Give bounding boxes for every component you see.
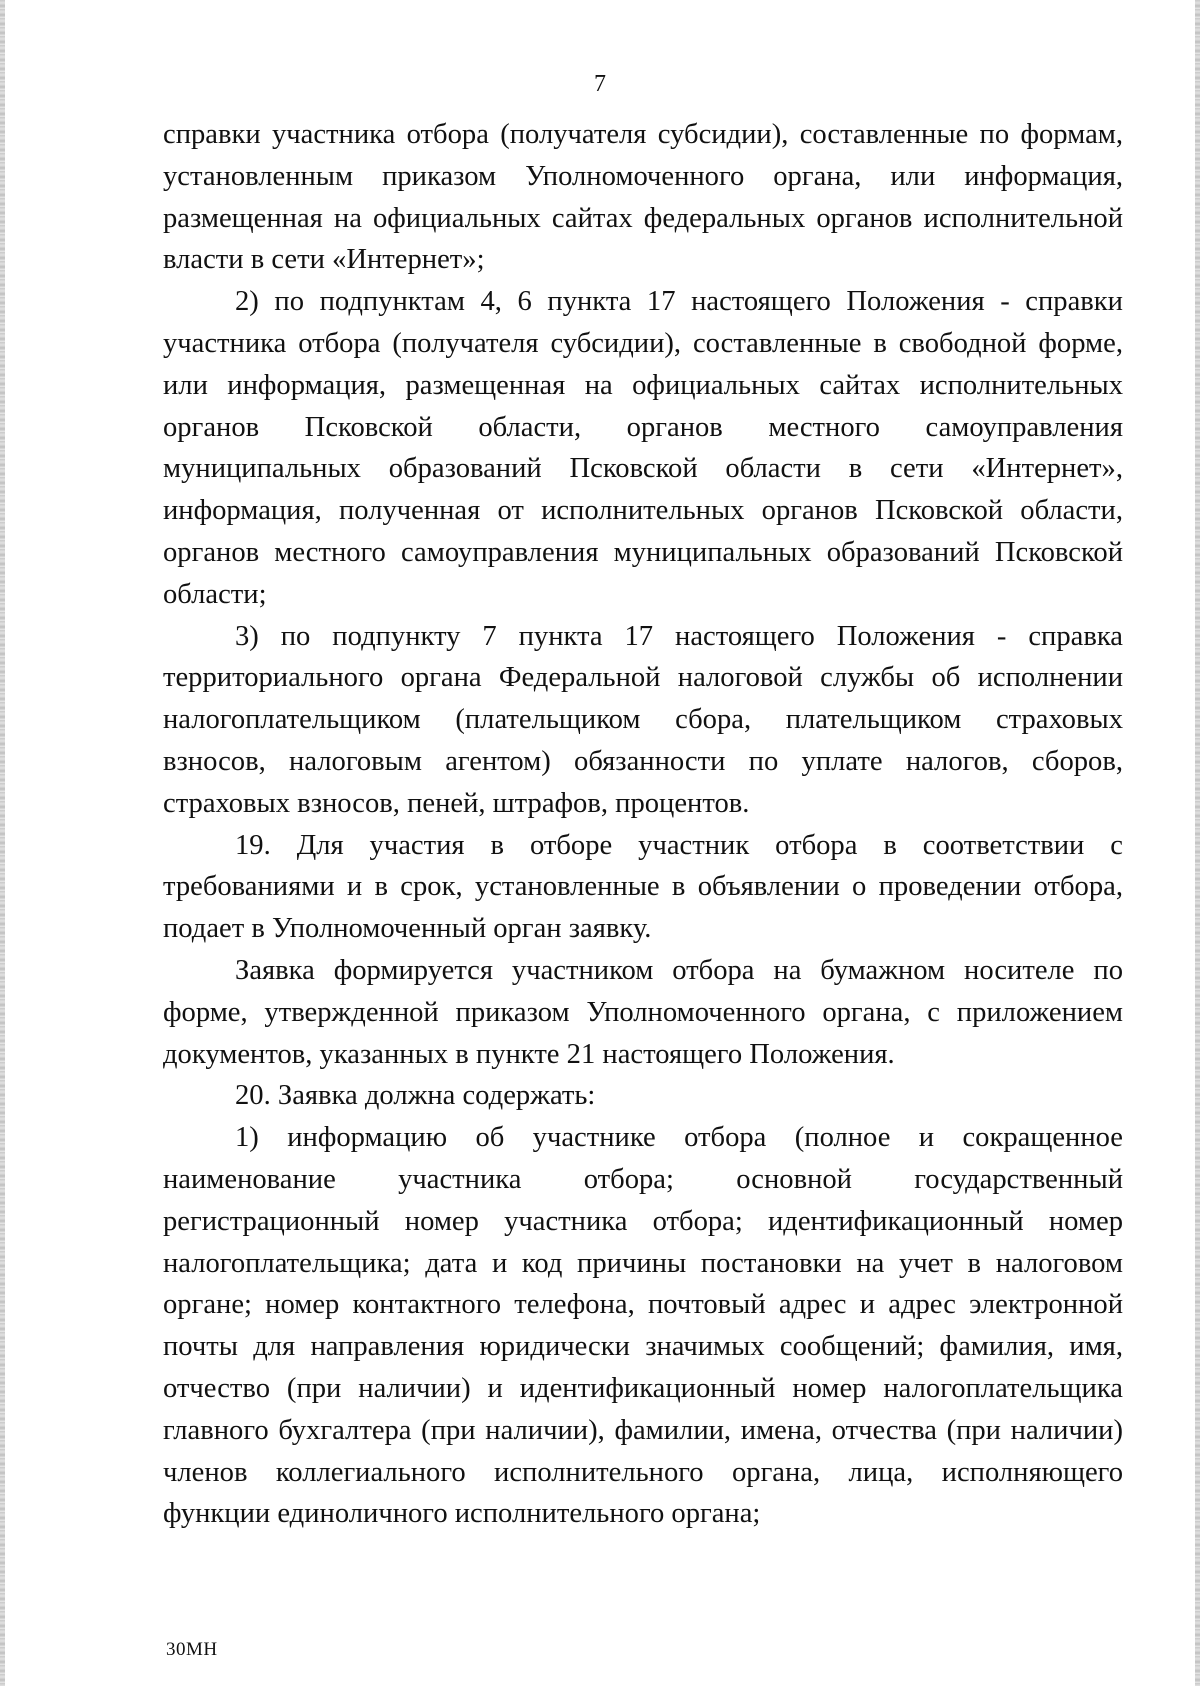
scan-edge-right	[1195, 0, 1200, 1686]
paragraph-5: Заявка формируется участником отбора на бумажном носителе по форме, утвержденной приказом Уполномоченного органа, с приложением документов, указанных в пункте 21 настоящего Положения.	[163, 954, 1123, 1070]
paragraph-1: справки участника отбора (получателя субсидии), составленные по формам, установленным приказом Уполномоченного органа, или информация, размещенная на официальных сайтах федеральных органов исполнительной власти в сети «Интернет»;	[163, 119, 1123, 276]
page-number: 7	[594, 71, 606, 97]
paragraph-4: 19. Для участия в отборе участник отбора в соответствии с требованиями и в срок, установленные в объявлении о проведении отбора, подает в Уполномоченный орган заявку.	[163, 829, 1123, 945]
document-body	[163, 114, 1123, 1535]
scan-edge-left	[0, 0, 5, 1686]
paragraph-2: 2) по подпунктам 4, 6 пункта 17 настоящего Положения - справки участника отбора (получателя субсидии), составленные в свободной форме, или информация, размещенная на официальных сайтах исполнительных органов Псковской области, органов местного самоуправления муниципальных образований Псковской области в сети «Интернет», информация, полученная от исполнительных органов Псковской области, органов местного самоуправления муниципальных образований Псковской области;	[163, 286, 1123, 610]
paragraph-6: 20. Заявка должна содержать:	[235, 1080, 596, 1112]
paragraph-3: 3) по подпункту 7 пункта 17 настоящего Положения - справка территориального органа Федеральной налоговой службы об исполнении налогоплательщиком (плательщиком сбора, плательщиком страховых взносов, налоговым агентом) обязанности по уплате налогов, сборов, страховых взносов, пеней, штрафов, процентов.	[163, 620, 1123, 819]
footer-code: 30МН	[166, 1639, 218, 1660]
paragraph-7: 1) информацию об участнике отбора (полное и сокращенное наименование участника отбора; основной государственный регистрационный номер участника отбора; идентификационный номер налогоплательщика; дата и код причины постановки на учет в налоговом органе; номер контактного телефона, почтовый адрес и адрес электронной почты для направления юридически значимых сообщений; фамилия, имя, отчество (при наличии) и идентификационный номер налогоплательщика главного бухгалтера (при наличии), фамилии, имена, отчества (при наличии) членов коллегиального исполнительного органа, лица, исполняющего функции единоличного исполнительного органа;	[163, 1122, 1123, 1530]
